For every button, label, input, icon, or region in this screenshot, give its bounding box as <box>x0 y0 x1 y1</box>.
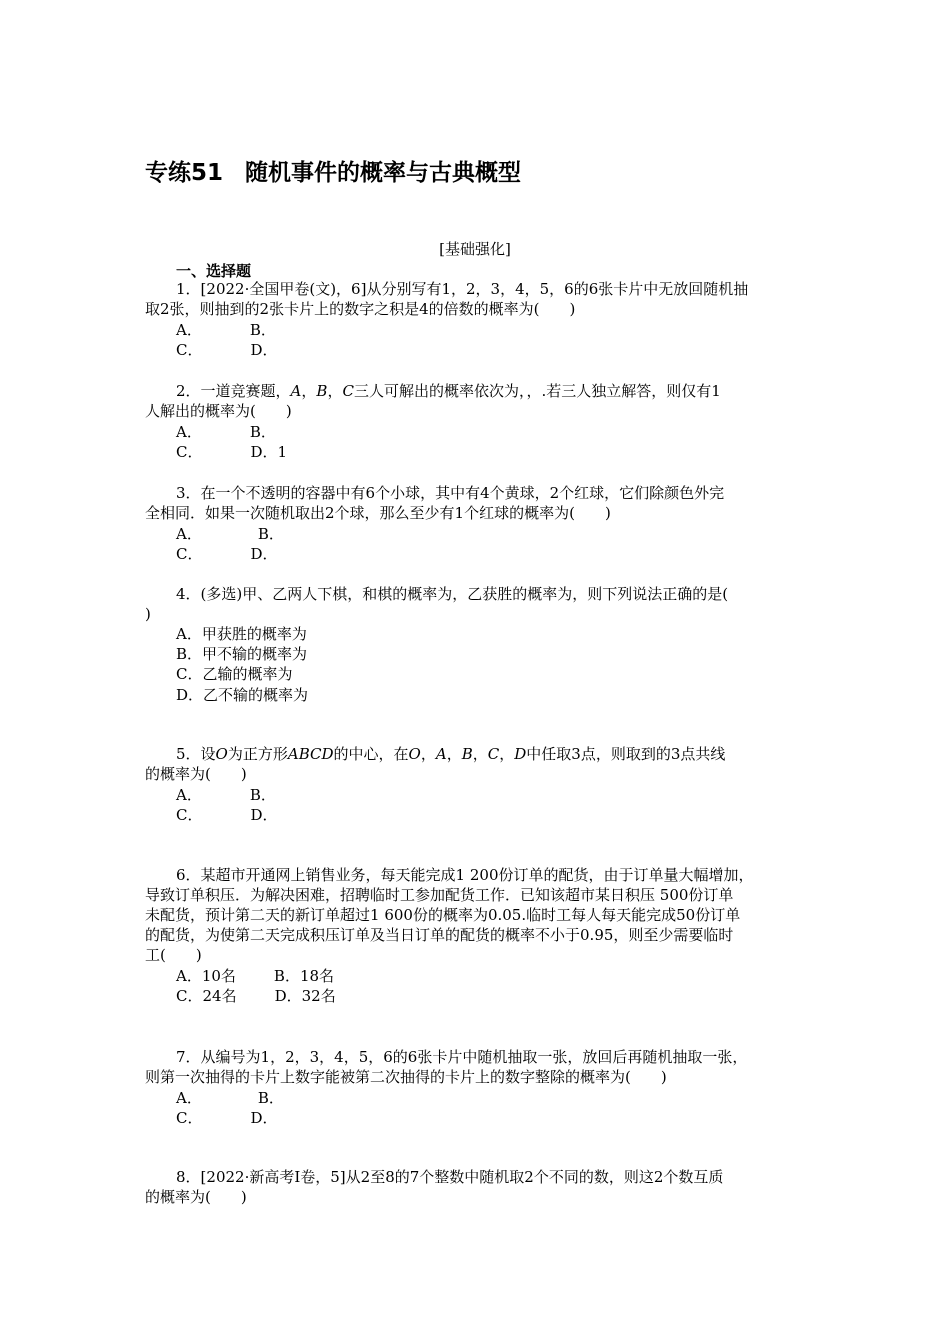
q2-text-b: 三人可解出的概率依次为，，.若三人独立解答，则仅有1 <box>353 382 721 400</box>
q7-option-a: A． <box>176 1089 202 1107</box>
q7-option-b: B． <box>257 1089 284 1107</box>
q4-option-a: A．甲获胜的概率为 <box>176 625 307 643</box>
q6-line2: 导致订单积压．为解决困难，招聘临时工参加配货工作．已知该超市某日积压 500份订单 <box>145 886 734 904</box>
q2-options-cd <box>176 442 838 462</box>
q1-option-b: B． <box>249 321 276 339</box>
q5-sep1: ， <box>420 745 436 763</box>
q2-option-a: A． <box>176 423 202 441</box>
q2-sep1: ， <box>301 382 317 400</box>
q3-line2: 全相同．如果一次随机取出2个球，那么至少有1个红球的概率为( ) <box>145 504 611 522</box>
q3-option-d: D． <box>250 545 278 563</box>
q7-options-ab <box>176 1088 838 1108</box>
q3-option-b: B． <box>257 525 284 543</box>
q6-option-d: D．32名 <box>274 987 336 1005</box>
q7-option-c: C． <box>176 1109 203 1127</box>
q5-sep2: ， <box>446 745 462 763</box>
q5-var-a: A <box>435 745 447 763</box>
q1-option-c: C． <box>176 341 203 359</box>
q2-option-b: B． <box>249 423 276 441</box>
q3-options-cd <box>176 544 838 564</box>
q8-line1: 8．[2022·新高考Ⅰ卷，5]从2至8的7个整数中随机取2个不同的数，则这2个数互质 <box>176 1168 724 1186</box>
q5-text-3: 的中心，在 <box>333 745 409 763</box>
q4-option-c: C．乙输的概率为 <box>176 665 293 683</box>
q5-var-d: D <box>514 745 527 763</box>
q5-var-abcd: ABCD <box>287 745 334 763</box>
q3-options-ab <box>176 524 838 544</box>
q5-var-c: C <box>487 745 500 763</box>
q1-line2: 取2张，则抽到的2张卡片上的数字之积是4的倍数的概率为( ) <box>145 300 576 318</box>
q6-option-c: C．24名 <box>176 987 237 1005</box>
q6-options-cd <box>176 986 838 1006</box>
page-title <box>145 154 521 187</box>
q5-option-c: C． <box>176 806 203 824</box>
q3-line1: 3．在一个不透明的容器中有6个小球，其中有4个黄球，2个红球，它们除颜色外完 <box>176 484 725 502</box>
q6-line4: 的配货，为使第二天完成积压订单及当日订单的配货的概率不小于0.95，则至少需要临时 <box>145 926 734 944</box>
q6-line3: 未配货，预计第二天的新订单超过1 600份的概率为0.05.临时工每人每天能完成50份订单 <box>145 906 741 924</box>
q1-options-ab <box>176 320 838 340</box>
q7-line2: 则第一次抽得的卡片上数字能被第二次抽得的卡片上的数字整除的概率为( ) <box>145 1068 667 1086</box>
q5-text-4: 中任取3点，则取到的3点共线 <box>526 745 726 763</box>
title-text: 随机事件的概率与古典概型 <box>245 160 522 186</box>
q7-line1: 7．从编号为1，2，3，4，5，6的6张卡片中随机抽取一张，放回后再随机抽取一张， <box>176 1048 748 1066</box>
q1-options-cd <box>176 340 838 360</box>
q5-line2: 的概率为( ) <box>145 765 247 783</box>
q4-line2: ) <box>145 605 151 623</box>
q2-options-ab <box>176 422 838 442</box>
q6-option-b: B．18名 <box>273 967 335 985</box>
q2-var-b: B <box>316 382 328 400</box>
q3-option-a: A． <box>176 525 202 543</box>
q5-options-ab <box>176 785 838 805</box>
q1-line1: 1．[2022·全国甲卷(文)，6]从分别写有1，2，3，4，5，6的6张卡片中无放回随机抽 <box>176 280 749 298</box>
q7-options-cd <box>176 1108 838 1128</box>
q2-line2: 人解出的概率为( ) <box>145 402 292 420</box>
q6-line5: 工( ) <box>145 946 202 964</box>
subheading: 一、选择题 <box>176 262 252 280</box>
q4-option-b: B．甲不输的概率为 <box>176 645 308 663</box>
q5-option-d: D． <box>250 806 278 824</box>
q3-option-c: C． <box>176 545 203 563</box>
q2-var-a: A <box>290 382 302 400</box>
q1-option-d: D． <box>250 341 278 359</box>
q2-text-a: 2．一道竞赛题， <box>176 382 291 400</box>
q5-option-a: A． <box>176 786 202 804</box>
q6-options-ab <box>176 966 838 986</box>
q5-var-b: B <box>461 745 473 763</box>
q5-options-cd <box>176 805 838 825</box>
q7-option-d: D． <box>250 1109 278 1127</box>
q8-line2: 的概率为( ) <box>145 1188 247 1206</box>
section-label: [基础强化] <box>439 240 511 258</box>
q4-option-d: D．乙不输的概率为 <box>176 686 309 704</box>
q5-var-o: O <box>215 745 228 763</box>
q5-sep3: ， <box>472 745 488 763</box>
q4-line1: 4．(多选)甲、乙两人下棋，和棋的概率为，乙获胜的概率为，则下列说法正确的是( <box>176 585 729 603</box>
q6-line1: 6．某超市开通网上销售业务，每天能完成1 200份订单的配货，由于订单量大幅增加， <box>176 866 754 884</box>
q5-text-1: 5．设 <box>176 745 216 763</box>
q5-line1 <box>176 744 838 764</box>
q5-sep4: ， <box>499 745 515 763</box>
q2-var-c: C <box>342 382 354 400</box>
q1-option-a: A． <box>176 321 202 339</box>
q5-var-o2: O <box>408 745 421 763</box>
q2-option-c: C． <box>176 443 203 461</box>
q2-line1 <box>176 381 838 401</box>
title-prefix: 专练51 <box>145 160 224 186</box>
q2-sep2: ， <box>327 382 343 400</box>
q5-text-2: 为正方形 <box>227 745 288 763</box>
q2-option-d: D．1 <box>250 443 288 461</box>
q5-option-b: B． <box>249 786 276 804</box>
q6-option-a: A．10名 <box>176 967 236 985</box>
